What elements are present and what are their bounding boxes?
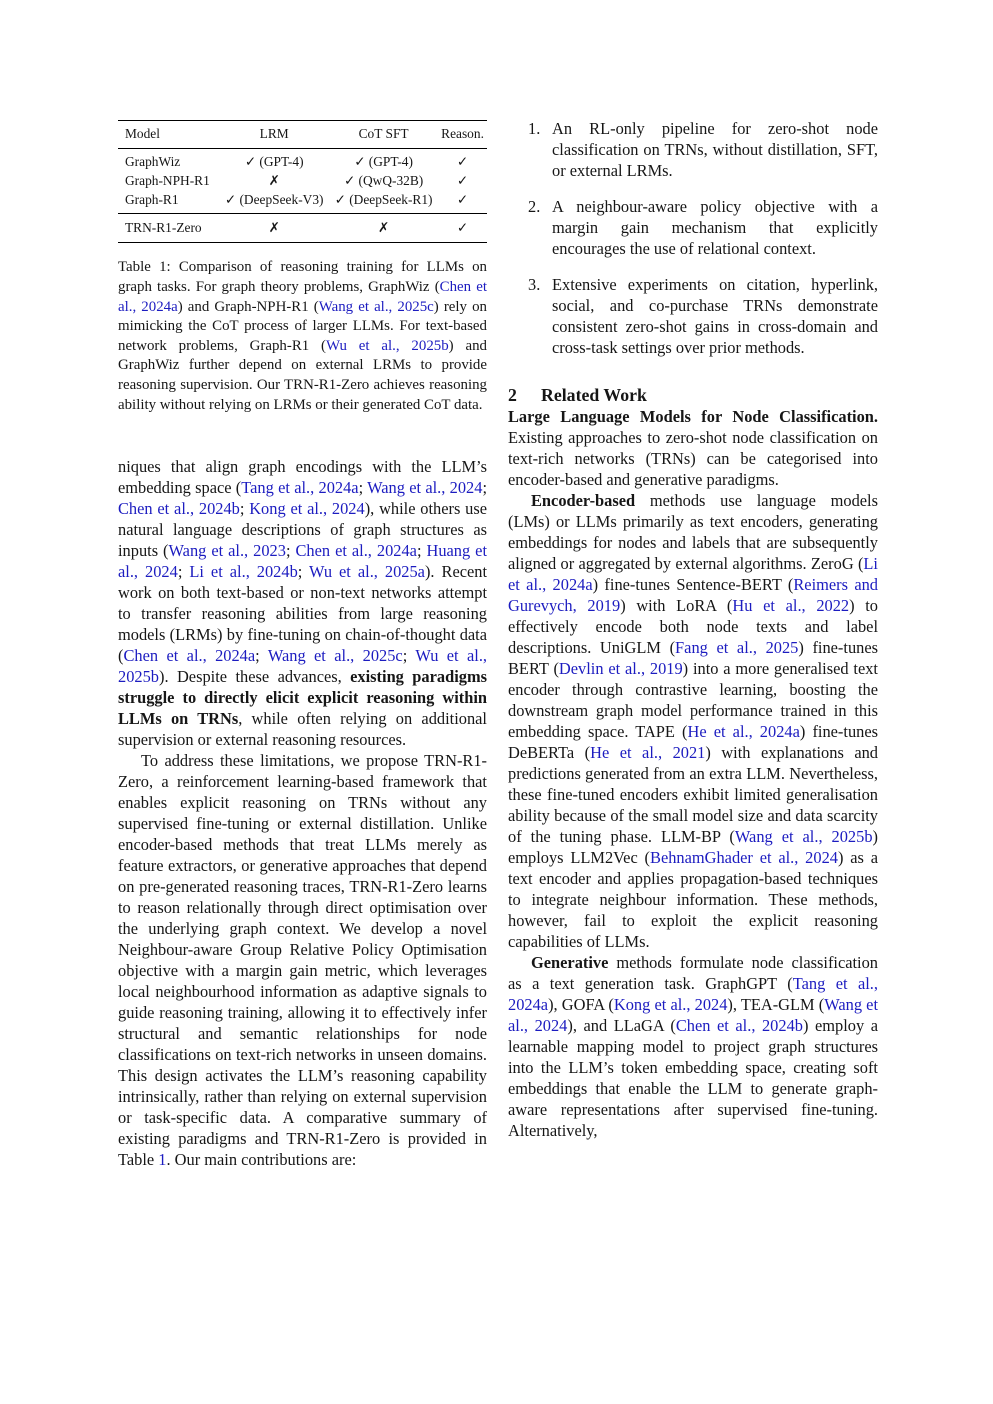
text-segment: . Our main contributions are: [166, 1150, 357, 1170]
text-segment: ) with LoRA ( [620, 596, 733, 615]
table-cell: ✓ [456, 173, 469, 189]
table-cell: Graph-NPH-R1 [125, 173, 210, 189]
citation-link[interactable]: He et al., 2024a [687, 722, 800, 741]
citation-link[interactable]: Kong et al., 2024 [613, 995, 728, 1014]
list-number: 2. [528, 197, 541, 216]
table-cell: ✓ (DeepSeek-R1) [334, 192, 433, 208]
table-row [118, 149, 487, 172]
text-segment: ), TEA-GLM ( [727, 995, 825, 1014]
text-segment: ; [177, 562, 190, 582]
text-segment: ; [402, 646, 416, 666]
table-column-header: Model [118, 121, 219, 149]
citation-link[interactable]: Wu et al., 2025b [118, 646, 488, 687]
text-segment: Existing approaches to zero-shot node classification on text-rich networks (TRNs) can be categorised into encoder-based and generative paradigms. [508, 428, 878, 489]
table-row [118, 172, 487, 191]
contribution-text: An RL-only pipeline for zero-shot node classification on TRNs, without distillation, SFT, or external LRMs. [552, 119, 878, 180]
text-segment: , while often relying on additional supervision or external reasoning resources. [118, 709, 487, 750]
text-segment: ) employ a learnable mapping model to project graph structures into the LLM’s token embedding space, creating soft embeddings that enable the LLM to generate graph-aware representations after supervised fine-tuning. Alternatively, [508, 1016, 878, 1140]
citation-link[interactable]: Wang et al., 2024 [508, 995, 879, 1035]
citation-link[interactable]: Reimers and Gurevych, 2019 [508, 575, 878, 615]
citation-link[interactable]: Fang et al., 2025 [675, 638, 799, 657]
table-column-header: CoT SFT [329, 121, 438, 149]
table-cell: ✗ [219, 214, 329, 243]
citation-link[interactable]: Li et al., 2024a [508, 554, 878, 594]
bold-text: Encoder-based [531, 491, 636, 510]
section-title: Related Work [541, 385, 647, 405]
text-segment: ; [416, 541, 427, 561]
table-cell: ✗ [268, 173, 280, 189]
citation-link[interactable]: BehnamGhader et al., 2024 [650, 848, 838, 867]
citation-link[interactable]: Wang et al., 2025b [734, 827, 873, 846]
table-cell: TRN-R1-Zero [118, 214, 219, 243]
table-row [118, 214, 487, 243]
table-cell: ✗ [329, 214, 438, 243]
citation-link[interactable]: Chen et al., 2024a [295, 541, 417, 561]
text-segment: ) fine-tunes Sentence-BERT ( [592, 575, 794, 594]
citation-link[interactable]: Li et al., 2024b [189, 562, 298, 582]
text-segment: ; [255, 646, 268, 666]
text-segment: ) and Graph-NPH-R1 ( [177, 298, 319, 315]
contribution-text: Extensive experiments on citation, hyperlink, social, and co-purchase TRNs demonstrate consistent zero-shot gains in cross-domain and cross-task settings over prior methods. [552, 275, 878, 357]
text-segment: ) fine-tunes BERT ( [508, 638, 878, 678]
text-segment: ; [358, 478, 368, 498]
bold-text: existing paradigms struggle to directly elicit explicit reasoning within LLMs on TRNs [118, 667, 487, 729]
text-segment: ; [239, 499, 250, 519]
citation-link[interactable]: Chen et al., 2024b [118, 499, 240, 519]
right-column [508, 118, 878, 1141]
citation-link[interactable]: Chen et al., 2024a [123, 646, 256, 666]
table-header-row [118, 121, 487, 149]
text-segment: ) into a more generalised text encoder through contrastive learning, boosting the downstream graph model performance trained in this embedding space. TAPE ( [508, 659, 878, 741]
contribution-text: A neighbour-aware policy objective with a margin gain mechanism that explicitly encourages the use of relational context. [552, 197, 878, 258]
citation-link[interactable]: Wang et al., 2025c [318, 298, 434, 315]
section-heading-related-work [508, 385, 878, 406]
text-segment: ) and GraphWiz further depend on external LRMs to provide reasoning supervision. Our TRN-R1-Zero achieves reasoning ability without relying on LRMs or their generated CoT data. [118, 337, 487, 413]
left-column [118, 118, 487, 1170]
citation-link[interactable]: Wang et al., 2025c [267, 646, 403, 666]
comparison-table-final [118, 214, 487, 243]
citation-link[interactable]: Tang et al., 2024a [241, 478, 359, 498]
comparison-table-header [118, 121, 487, 149]
citation-link[interactable]: Tang et al., 2024a [508, 974, 878, 1014]
citation-link[interactable]: Wang et al., 2023 [168, 541, 286, 561]
text-segment: ) to effectively encode both node texts and label descriptions. UniGLM ( [508, 596, 879, 657]
text-segment: methods use language models (LMs) or LLMs primarily as text encoders, generating embeddings for nodes and labels that are subsequently aligned or aggregated by external algorithms. ZeroG ( [508, 491, 878, 573]
text-segment: ), GOFA ( [548, 995, 614, 1014]
table-cell: ✓ [438, 214, 487, 243]
text-segment: ; [285, 541, 296, 561]
contribution-item-3 [508, 274, 878, 358]
citation-link[interactable]: 1 [158, 1150, 167, 1170]
citation-link[interactable]: Devlin et al., 2019 [558, 659, 683, 678]
comparison-table-body [118, 149, 487, 214]
table-cell: ✓ [456, 154, 469, 169]
citation-link[interactable]: Chen et al., 2024a [118, 278, 487, 315]
contribution-item-1 [508, 118, 878, 181]
contributions-list [508, 118, 878, 358]
text-segment: To address these limitations, we propose TRN-R1-Zero, a reinforcement learning-based framework that enables explicit reasoning on TRNs without any supervised fine-tuning or external distillation. Unlike encoder-based methods that treat LLMs merely as feature extractors, or generative approaches that depend on pre-generated reasoning traces, TRN-R1-Zero learns to reason relationally through direct optimisation over the underlying graph context. We develop a novel Neighbour-aware Group Relative Policy Optimisation objective with a margin gain metric, which leverages local neighbourhood information as adaptive signals to guide reasoning training, allowing it to effectively infer structural and semantic relationships for node classifications on text-rich networks in unseen domains. This design activates the LLM’s reasoning capability intrinsically, rather than relying on external supervision or task-specific data. A comparative summary of existing paradigms and TRN-R1-Zero is provided in Table [118, 751, 487, 1170]
paragraph-generative [508, 952, 878, 1141]
bold-text: Large Language Models for Node Classification. [508, 407, 878, 426]
comparison-table [118, 120, 487, 243]
citation-link[interactable]: He et al., 2021 [590, 743, 706, 762]
paragraph-encoder-based [508, 490, 878, 952]
table-cell: ✓ (QwQ-32B) [343, 173, 424, 189]
paragraph-intro-continuation [118, 456, 487, 750]
citation-link[interactable]: Wu et al., 2025b [326, 337, 449, 354]
citation-link[interactable]: Huang et al., 2024 [118, 541, 488, 582]
text-segment: ) with explanations and predictions generated from an extra LLM. Nevertheless, these fine-tuned encoders exhibit limited generalisation ability because of the small model size and data scarcity of the tuning phase. LLM-BP ( [508, 743, 878, 846]
paragraph-proposal [118, 750, 487, 1170]
list-number: 1. [528, 119, 541, 138]
table-cell: GraphWiz [125, 154, 181, 169]
table-column-header: Reason. [438, 121, 487, 149]
table-cell: ✓ [456, 192, 469, 208]
text-segment: ; [297, 562, 310, 582]
section-number: 2 [508, 385, 517, 405]
table-cell: ✓ (DeepSeek-V3) [224, 192, 324, 208]
table-cell: Graph-R1 [125, 192, 179, 208]
text-segment: ) rely on mimicking the CoT process of larger LLMs. For text-based network problems, Graph-R1 ( [118, 298, 488, 354]
bold-text: Generative [531, 953, 609, 972]
text-segment: ; [482, 478, 487, 498]
text-segment: methods formulate node classification as a text generation task. GraphGPT ( [508, 953, 878, 993]
text-segment: Table 1: Comparison of reasoning training for LLMs on graph tasks. For graph theory problems, GraphWiz ( [118, 259, 487, 295]
citation-link[interactable]: Hu et al., 2022 [732, 596, 850, 615]
citation-link[interactable]: Wu et al., 2025a [309, 562, 425, 582]
table-caption [118, 258, 487, 415]
text-segment: ) fine-tunes DeBERTa ( [508, 722, 878, 762]
text-segment: ), while others use natural language descriptions of graph structures as inputs ( [118, 499, 487, 561]
table-cell: ✓ (GPT-4) [354, 154, 413, 169]
citation-link[interactable]: Chen et al., 2024b [675, 1016, 803, 1035]
text-segment: ) as a text encoder and applies propagation-based techniques to integrate neighbour information. These methods, however, fail to exploit the explicit reasoning capabilities of LLMs. [508, 848, 878, 951]
list-number: 3. [528, 275, 541, 294]
citation-link[interactable]: Kong et al., 2024 [249, 499, 365, 519]
table-row [118, 191, 487, 214]
text-segment: ) employs LLM2Vec ( [508, 827, 878, 867]
text-segment: ), and LLaGA ( [567, 1016, 676, 1035]
text-segment: ). Recent work on both text-based or non-text networks attempt to transfer reasoning abilities from large reasoning models (LRMs) by fine-tuning on chain-of-thought data ( [118, 562, 488, 666]
citation-link[interactable]: Wang et al., 2024 [367, 478, 483, 498]
text-segment: niques that align graph encodings with the LLM’s embedding space ( [118, 457, 487, 498]
table-cell: ✓ (GPT-4) [244, 154, 304, 169]
contribution-item-2 [508, 196, 878, 259]
table-column-header: LRM [219, 121, 329, 149]
paragraph-llm-node-classification [508, 406, 878, 490]
text-segment: ). Despite these advances, [158, 667, 351, 687]
